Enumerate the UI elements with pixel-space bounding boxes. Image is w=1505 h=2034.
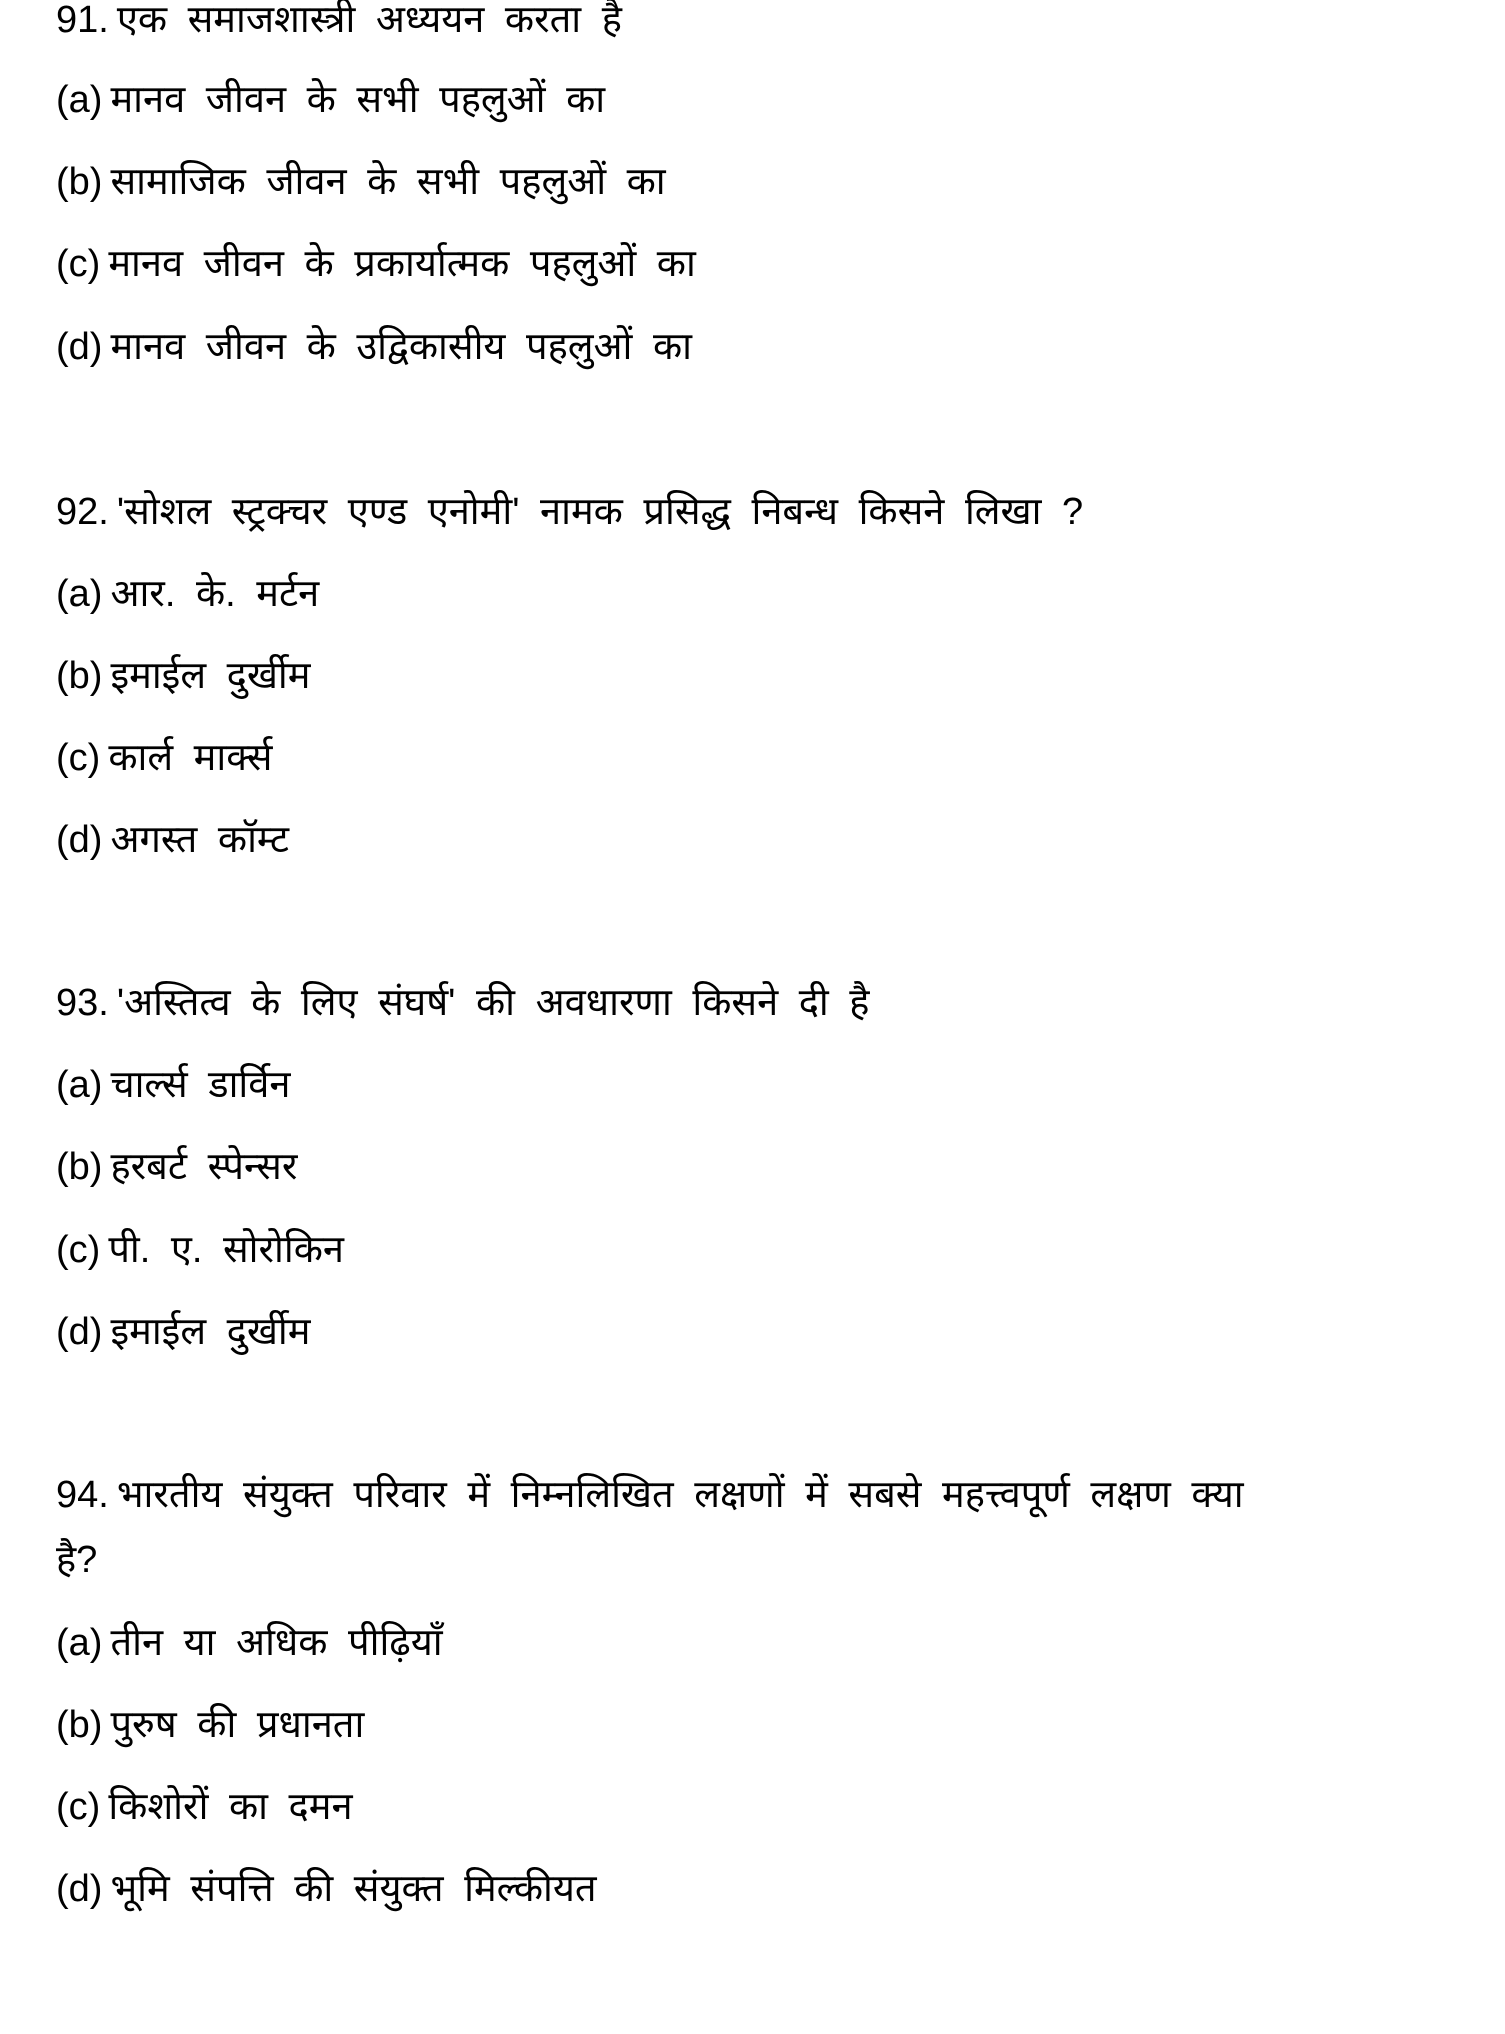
question-94-continuation bbox=[56, 1535, 97, 1585]
option-91-a bbox=[56, 75, 605, 125]
option-label: (b) bbox=[56, 655, 103, 697]
option-text: चार्ल्स डार्विन bbox=[110, 1064, 291, 1106]
question-text: भारतीय संयुक्त परिवार में निम्नलिखित लक्षणों में सबसे महत्त्वपूर्ण लक्षण क्या bbox=[116, 1474, 1244, 1516]
option-text: हरबर्ट स्पेन्सर bbox=[110, 1146, 298, 1188]
question-number: 92. bbox=[56, 491, 109, 533]
option-text: मानव जीवन के प्रकार्यात्मक पहलुओं का bbox=[108, 243, 696, 285]
option-label: (c) bbox=[56, 737, 101, 779]
option-text: इमाईल दुर्खीम bbox=[110, 655, 311, 697]
option-label: (b) bbox=[56, 161, 103, 203]
question-number: 93. bbox=[56, 982, 109, 1024]
option-text: मानव जीवन के सभी पहलुओं का bbox=[110, 79, 606, 121]
question-text: 'सोशल स्ट्रक्चर एण्ड एनोमी' नामक प्रसिद्ध निबन्ध किसने लिखा ? bbox=[116, 491, 1084, 533]
option-text: सामाजिक जीवन के सभी पहलुओं का bbox=[110, 161, 666, 203]
question-text: है? bbox=[56, 1539, 98, 1581]
option-text: पी. ए. सोरोकिन bbox=[108, 1229, 345, 1271]
option-label: (d) bbox=[56, 1868, 103, 1910]
question-91 bbox=[56, 0, 622, 45]
option-92-b bbox=[56, 651, 311, 701]
question-text: एक समाजशास्त्री अध्ययन करता है bbox=[116, 0, 622, 41]
option-label: (a) bbox=[56, 1064, 103, 1106]
option-text: आर. के. मर्टन bbox=[110, 573, 320, 615]
option-label: (c) bbox=[56, 1786, 101, 1828]
option-94-d bbox=[56, 1864, 597, 1914]
option-93-c bbox=[56, 1225, 344, 1275]
option-94-c bbox=[56, 1782, 353, 1832]
option-text: पुरुष की प्रधानता bbox=[110, 1704, 365, 1746]
option-text: किशोरों का दमन bbox=[108, 1786, 353, 1828]
option-text: भूमि संपत्ति की संयुक्त मिल्कीयत bbox=[110, 1868, 597, 1910]
option-label: (c) bbox=[56, 1229, 101, 1271]
option-label: (b) bbox=[56, 1146, 103, 1188]
option-91-d bbox=[56, 322, 692, 372]
option-text: कार्ल मार्क्स bbox=[108, 737, 273, 779]
option-text: तीन या अधिक पीढ़ियाँ bbox=[110, 1622, 443, 1664]
option-label: (a) bbox=[56, 1622, 103, 1664]
option-label: (d) bbox=[56, 1311, 103, 1353]
question-93 bbox=[56, 978, 870, 1028]
option-92-c bbox=[56, 733, 272, 783]
option-label: (a) bbox=[56, 573, 103, 615]
question-number: 91. bbox=[56, 0, 109, 41]
question-92 bbox=[56, 487, 1083, 537]
option-91-b bbox=[56, 157, 666, 207]
option-label: (d) bbox=[56, 819, 103, 861]
question-number: 94. bbox=[56, 1474, 109, 1516]
option-label: (d) bbox=[56, 326, 103, 368]
option-label: (c) bbox=[56, 243, 101, 285]
question-text: 'अस्तित्व के लिए संघर्ष' की अवधारणा किसने दी है bbox=[116, 982, 870, 1024]
option-93-d bbox=[56, 1307, 311, 1357]
option-label: (b) bbox=[56, 1704, 103, 1746]
option-text: अगस्त कॉम्ट bbox=[110, 819, 289, 861]
option-94-a bbox=[56, 1618, 443, 1668]
option-91-c bbox=[56, 239, 696, 289]
option-93-a bbox=[56, 1060, 291, 1110]
question-94 bbox=[56, 1470, 1244, 1520]
option-text: मानव जीवन के उद्विकासीय पहलुओं का bbox=[110, 326, 692, 368]
option-92-a bbox=[56, 569, 319, 619]
option-text: इमाईल दुर्खीम bbox=[110, 1311, 311, 1353]
option-94-b bbox=[56, 1700, 364, 1750]
option-93-b bbox=[56, 1142, 297, 1192]
option-label: (a) bbox=[56, 79, 103, 121]
option-92-d bbox=[56, 815, 289, 865]
